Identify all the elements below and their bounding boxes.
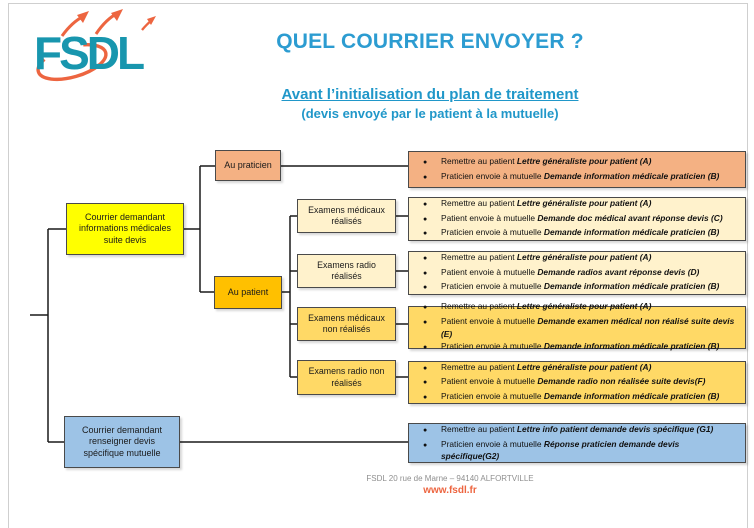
bullet-text: Remettre au patient Lettre généraliste pour patient (A) bbox=[441, 301, 652, 312]
bullet-text: Remettre au patient Lettre généraliste pour patient (A) bbox=[441, 252, 652, 263]
bullet-item bbox=[423, 390, 739, 405]
bullet-item bbox=[423, 170, 739, 185]
node-label: Examens radio non réalisés bbox=[308, 366, 385, 388]
page-subtitle: Avant l’initialisation du plan de traitement bbox=[281, 86, 579, 103]
bullet-item bbox=[423, 423, 739, 438]
bullet-icon: ● bbox=[423, 284, 428, 292]
bullet-text: Praticien envoie à mutuelle Demande information médicale praticien (B) bbox=[441, 390, 720, 401]
bullet-item bbox=[423, 266, 739, 281]
node-au-praticien bbox=[215, 150, 281, 181]
bullet-text: Remettre au patient Lettre généraliste pour patient (A) bbox=[441, 198, 652, 209]
bullet-item bbox=[423, 280, 739, 295]
bullet-icon: ● bbox=[423, 158, 428, 166]
node-label: Courrier demandant renseigner devis spécifique mutuelle bbox=[81, 424, 163, 458]
node-examens-radio-non-realises bbox=[297, 360, 396, 395]
detail-box-praticien bbox=[408, 151, 746, 188]
node-label: Au patient bbox=[227, 286, 269, 297]
bullet-icon: ● bbox=[423, 269, 428, 277]
detail-box-examens-medicaux-non-realises bbox=[408, 301, 746, 352]
node-label: Examens médicaux réalisés bbox=[308, 204, 385, 226]
bullet-item bbox=[423, 155, 739, 170]
node-examens-medicaux-non-realises bbox=[297, 307, 396, 341]
logo-text: FSDL bbox=[34, 27, 143, 79]
node-examens-medicaux-realises bbox=[297, 199, 396, 233]
footer-website-link[interactable]: www.fsdl.fr bbox=[423, 485, 477, 496]
page-title: QUEL COURRIER ENVOYER ? bbox=[276, 30, 584, 53]
bullet-icon: ● bbox=[423, 304, 428, 312]
bullet-text: Patient envoie à mutuelle Demande radios avant réponse devis (D) bbox=[441, 266, 700, 277]
bullet-text: Praticien envoie à mutuelle Demande information médicale praticien (B) bbox=[441, 170, 720, 181]
bullet-text: Patient envoie à mutuelle Demande doc médical avant réponse devis (C) bbox=[441, 212, 723, 223]
bullet-item bbox=[423, 197, 739, 212]
detail-box-examens-radio-non-realises bbox=[408, 361, 746, 404]
bullet-text: Remettre au patient Lettre info patient demande devis spécifique (G1) bbox=[441, 424, 714, 435]
fsdl-logo bbox=[26, 6, 178, 88]
bullet-item bbox=[423, 438, 739, 463]
node-examens-radio-realises bbox=[297, 254, 396, 288]
bullet-item bbox=[423, 226, 739, 241]
bullet-item bbox=[423, 251, 739, 266]
bullet-item bbox=[423, 315, 739, 340]
bullet-icon: ● bbox=[423, 215, 428, 223]
bullet-icon: ● bbox=[423, 230, 428, 238]
bullet-item bbox=[423, 300, 739, 315]
logo-arrow-2-head bbox=[111, 9, 123, 21]
node-au-patient bbox=[214, 276, 282, 309]
footer-address: FSDL 20 rue de Marne – 94140 ALFORTVILLE bbox=[366, 474, 534, 483]
bullet-icon: ● bbox=[423, 173, 428, 181]
bullet-icon: ● bbox=[423, 364, 428, 372]
bullet-text: Remettre au patient Lettre généraliste pour patient (A) bbox=[441, 361, 652, 372]
bullet-item bbox=[423, 361, 739, 376]
bullet-item bbox=[423, 340, 739, 355]
bullet-icon: ● bbox=[423, 379, 428, 387]
bullet-icon: ● bbox=[423, 441, 428, 449]
bullet-text: Patient envoie à mutuelle Demande radio non réalisée suite devis(F) bbox=[441, 376, 706, 387]
detail-box-devis-specifique bbox=[408, 423, 746, 463]
bullet-item bbox=[423, 375, 739, 390]
bullet-icon: ● bbox=[423, 393, 428, 401]
bullet-text: Patient envoie à mutuelle Demande examen médical non réalisé suite devis (E) bbox=[441, 315, 735, 339]
detail-box-examens-medicaux-realises bbox=[408, 197, 746, 241]
node-label: Courrier demandant informations médicales suite devis bbox=[78, 211, 172, 245]
page-subtitle-note: (devis envoyé par le patient à la mutuelle) bbox=[301, 106, 559, 121]
bullet-icon: ● bbox=[423, 318, 428, 326]
bullet-text: Praticien envoie à mutuelle Demande information médicale praticien (B) bbox=[441, 341, 720, 352]
bullet-text: Praticien envoie à mutuelle Demande information médicale praticien (B) bbox=[441, 227, 720, 238]
node-label: Examens médicaux non réalisés bbox=[308, 312, 385, 334]
bullet-icon: ● bbox=[423, 427, 428, 435]
node-courrier-devis-specifique bbox=[64, 416, 180, 468]
node-courrier-informations-medicales bbox=[66, 203, 184, 255]
logo-arrow-1-head bbox=[77, 11, 89, 23]
bullet-icon: ● bbox=[423, 255, 428, 263]
detail-box-examens-radio-realises bbox=[408, 251, 746, 295]
bullet-text: Praticien envoie à mutuelle Réponse praticien demande devis spécifique(G2) bbox=[441, 438, 680, 462]
bullet-text: Praticien envoie à mutuelle Demande information médicale praticien (B) bbox=[441, 281, 720, 292]
fsdl-logo-graphic bbox=[26, 6, 178, 88]
node-label: Au praticien bbox=[224, 159, 272, 170]
bullet-icon: ● bbox=[423, 201, 428, 209]
bullet-icon: ● bbox=[423, 344, 428, 352]
bullet-item bbox=[423, 212, 739, 227]
bullet-text: Remettre au patient Lettre généraliste pour patient (A) bbox=[441, 155, 652, 166]
node-label: Examens radio réalisés bbox=[317, 259, 376, 281]
